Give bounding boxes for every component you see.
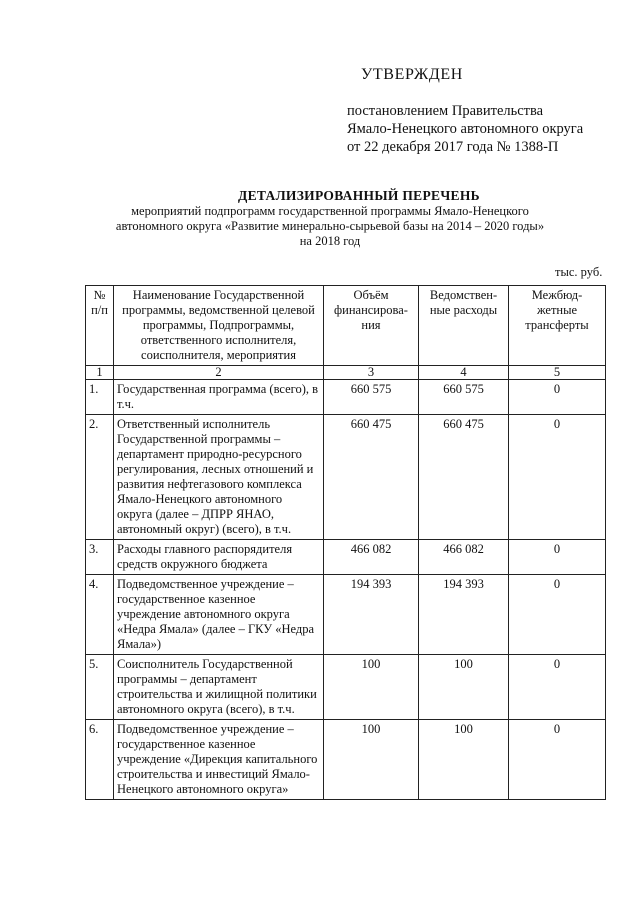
table-row (86, 655, 606, 720)
row-volume: 660 475 (324, 415, 419, 540)
row-name: Ответственный исполнитель Государственной программы – департамент природно-ресурсного регулирования, лесных отношений и развития нефтегазового комплекса Ямало-Ненецкого автономного округа (далее – ДПРР ЯНАО, автономный округ) (всего), в т.ч. (114, 415, 324, 540)
index-cell: 5 (509, 366, 606, 380)
row-transfers: 0 (509, 380, 606, 415)
header-name: Наименование Государственной программы, ведомственной целевой программы, Подпрограммы, ответственного исполнителя, соисполнителя, мероприятия (114, 286, 324, 366)
document-title: ДЕТАЛИЗИРОВАННЫЙ ПЕРЕЧЕНЬ (238, 188, 480, 203)
index-cell: 3 (324, 366, 419, 380)
row-departmental: 466 082 (419, 540, 509, 575)
row-num: 4. (86, 575, 114, 655)
row-num: 6. (86, 720, 114, 800)
approval-line-1: постановлением Правительства (347, 103, 544, 119)
row-volume: 100 (324, 720, 419, 800)
row-transfers: 0 (509, 575, 606, 655)
row-name: Государственная программа (всего), в т.ч. (114, 380, 324, 415)
table-header-row (86, 286, 606, 366)
row-transfers: 0 (509, 415, 606, 540)
table-row (86, 540, 606, 575)
row-num: 1. (86, 380, 114, 415)
subtitle-line-1: мероприятий подпрограмм государственной программы Ямало-Ненецкого (131, 204, 529, 218)
row-num: 3. (86, 540, 114, 575)
subtitle-line-2: автономного округа «Развитие минерально-сырьевой базы на 2014 – 2020 годы» (115, 219, 545, 233)
row-volume: 194 393 (324, 575, 419, 655)
row-volume: 660 575 (324, 380, 419, 415)
subtitle-line-3: на 2018 год (299, 234, 361, 248)
row-volume: 466 082 (324, 540, 419, 575)
financing-table (85, 285, 606, 800)
document-subtitle (110, 204, 550, 249)
approval-title: УТВЕРЖДЕН (361, 66, 463, 83)
row-num: 2. (86, 415, 114, 540)
table-row (86, 575, 606, 655)
row-departmental: 660 575 (419, 380, 509, 415)
row-departmental: 100 (419, 720, 509, 800)
approval-line-3: от 22 декабря 2017 года № 1388-П (347, 139, 559, 155)
row-departmental: 660 475 (419, 415, 509, 540)
row-volume: 100 (324, 655, 419, 720)
row-transfers: 0 (509, 540, 606, 575)
row-name: Расходы главного распорядителя средств окружного бюджета (114, 540, 324, 575)
header-transfers: Межбюд-жетные трансферты (509, 286, 606, 366)
row-transfers: 0 (509, 720, 606, 800)
table-row (86, 380, 606, 415)
index-cell: 1 (86, 366, 114, 380)
table-row (86, 415, 606, 540)
index-cell: 4 (419, 366, 509, 380)
header-volume: Объём финансирова-ния (324, 286, 419, 366)
row-num: 5. (86, 655, 114, 720)
column-index-row (86, 366, 606, 380)
approval-line-2: Ямало-Ненецкого автономного округа (347, 121, 584, 137)
row-name: Соисполнитель Государственной программы – департамент строительства и жилищной политики автономного округа (всего), в т.ч. (114, 655, 324, 720)
row-name: Подведомственное учреждение – государственное казенное учреждение автономного округа «Недра Ямала» (далее – ГКУ «Недра Ямала») (114, 575, 324, 655)
row-name: Подведомственное учреждение – государственное казенное учреждение «Дирекция капитального строительства и инвестиций Ямало-Ненецкого автономного округа» (114, 720, 324, 800)
row-departmental: 194 393 (419, 575, 509, 655)
row-departmental: 100 (419, 655, 509, 720)
row-transfers: 0 (509, 655, 606, 720)
header-departmental: Ведомствен-ные расходы (419, 286, 509, 366)
table-row (86, 720, 606, 800)
header-num: № п/п (86, 286, 114, 366)
units-label: тыс. руб. (555, 265, 603, 279)
index-cell: 2 (114, 366, 324, 380)
